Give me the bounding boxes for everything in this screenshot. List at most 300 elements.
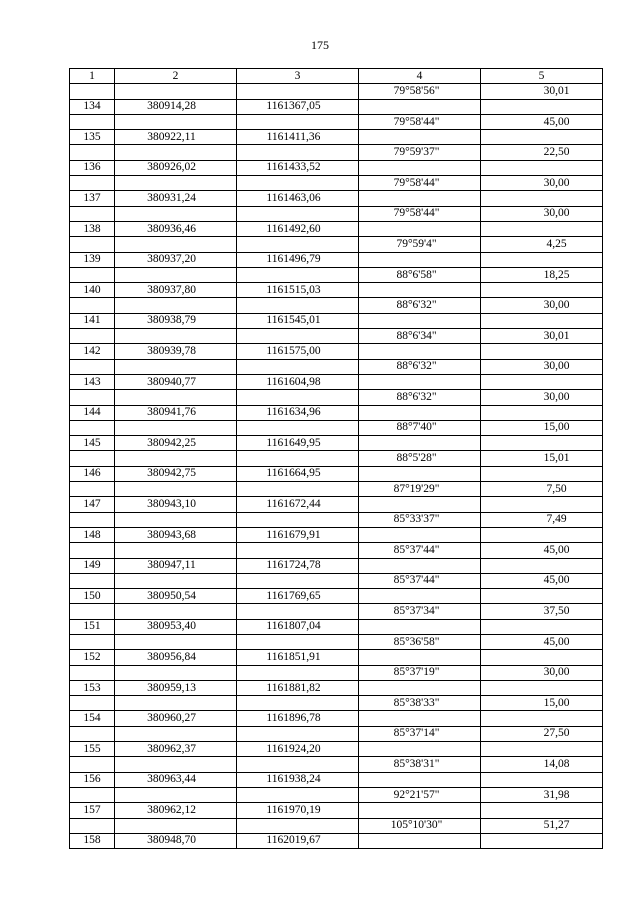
point-y: 1161463,06	[237, 191, 359, 206]
point-number: 139	[70, 252, 115, 267]
point-row	[70, 191, 603, 206]
point-empty-cell	[481, 497, 603, 512]
point-number: 151	[70, 619, 115, 634]
segment-row	[70, 634, 603, 649]
point-empty-cell	[359, 680, 481, 695]
segment-empty-cell	[115, 237, 237, 252]
segment-empty-cell	[237, 604, 359, 619]
segment-angle: 88°6'32"	[359, 298, 481, 313]
segment-angle: 79°59'4"	[359, 237, 481, 252]
point-x: 380947,11	[115, 558, 237, 573]
point-number: 148	[70, 527, 115, 542]
point-y: 1161367,05	[237, 99, 359, 114]
point-number: 152	[70, 650, 115, 665]
point-empty-cell	[481, 130, 603, 145]
segment-empty-cell	[115, 206, 237, 221]
segment-empty-cell	[237, 145, 359, 160]
point-y: 1161769,65	[237, 589, 359, 604]
point-row	[70, 558, 603, 573]
point-x: 380962,12	[115, 803, 237, 818]
segment-row	[70, 482, 603, 497]
point-empty-cell	[359, 221, 481, 236]
point-x: 380931,24	[115, 191, 237, 206]
point-x: 380942,75	[115, 466, 237, 481]
point-number: 155	[70, 742, 115, 757]
segment-row	[70, 573, 603, 588]
point-empty-cell	[481, 803, 603, 818]
point-number: 150	[70, 589, 115, 604]
segment-empty-cell	[237, 267, 359, 282]
segment-angle: 92°21'57"	[359, 787, 481, 802]
segment-distance: 27,50	[481, 726, 603, 741]
segment-row	[70, 543, 603, 558]
segment-angle: 79°58'56"	[359, 84, 481, 99]
point-y: 1161545,01	[237, 313, 359, 328]
segment-row	[70, 604, 603, 619]
segment-empty-cell	[237, 726, 359, 741]
table-header-row	[70, 69, 603, 84]
point-y: 1161724,78	[237, 558, 359, 573]
segment-distance: 30,00	[481, 359, 603, 374]
point-row	[70, 772, 603, 787]
segment-row	[70, 329, 603, 344]
segment-distance: 51,27	[481, 818, 603, 833]
segment-distance: 45,00	[481, 634, 603, 649]
point-row	[70, 252, 603, 267]
point-y: 1161924,20	[237, 742, 359, 757]
segment-distance: 30,00	[481, 665, 603, 680]
point-number: 138	[70, 221, 115, 236]
segment-distance: 30,01	[481, 329, 603, 344]
segment-empty-cell	[237, 787, 359, 802]
point-x: 380943,10	[115, 497, 237, 512]
point-x: 380960,27	[115, 711, 237, 726]
point-x: 380956,84	[115, 650, 237, 665]
point-x: 380950,54	[115, 589, 237, 604]
point-empty-cell	[481, 558, 603, 573]
point-number: 153	[70, 680, 115, 695]
point-row	[70, 405, 603, 420]
segment-empty-cell	[237, 390, 359, 405]
segment-angle: 79°58'44"	[359, 206, 481, 221]
segment-empty-cell	[115, 604, 237, 619]
point-number: 136	[70, 160, 115, 175]
point-empty-cell	[481, 191, 603, 206]
segment-empty-cell	[115, 176, 237, 191]
point-row	[70, 221, 603, 236]
segment-empty-cell	[115, 390, 237, 405]
segment-empty-cell	[70, 84, 115, 99]
column-header-5: 5	[481, 69, 603, 84]
segment-distance: 22,50	[481, 145, 603, 160]
point-number: 149	[70, 558, 115, 573]
segment-distance: 30,00	[481, 298, 603, 313]
segment-row	[70, 726, 603, 741]
segment-empty-cell	[70, 176, 115, 191]
point-number: 145	[70, 436, 115, 451]
point-empty-cell	[359, 558, 481, 573]
segment-empty-cell	[237, 665, 359, 680]
segment-empty-cell	[237, 573, 359, 588]
segment-row	[70, 512, 603, 527]
point-row	[70, 374, 603, 389]
segment-angle: 85°37'19"	[359, 665, 481, 680]
segment-angle: 79°58'44"	[359, 114, 481, 129]
point-x: 380922,11	[115, 130, 237, 145]
segment-distance: 30,00	[481, 206, 603, 221]
segment-empty-cell	[115, 696, 237, 711]
segment-distance: 31,98	[481, 787, 603, 802]
segment-angle: 85°37'14"	[359, 726, 481, 741]
segment-empty-cell	[115, 329, 237, 344]
segment-angle: 79°58'44"	[359, 176, 481, 191]
segment-empty-cell	[115, 359, 237, 374]
segment-empty-cell	[70, 665, 115, 680]
segment-row	[70, 757, 603, 772]
point-y: 1161575,00	[237, 344, 359, 359]
segment-empty-cell	[70, 818, 115, 833]
point-x: 380939,78	[115, 344, 237, 359]
segment-empty-cell	[237, 114, 359, 129]
point-empty-cell	[481, 589, 603, 604]
column-header-2: 2	[115, 69, 237, 84]
segment-row	[70, 665, 603, 680]
point-empty-cell	[481, 313, 603, 328]
point-x: 380938,79	[115, 313, 237, 328]
point-y: 1161807,04	[237, 619, 359, 634]
point-empty-cell	[359, 527, 481, 542]
point-empty-cell	[359, 252, 481, 267]
segment-distance: 15,00	[481, 420, 603, 435]
point-y: 1161411,36	[237, 130, 359, 145]
point-x: 380941,76	[115, 405, 237, 420]
point-number: 157	[70, 803, 115, 818]
point-y: 1161851,91	[237, 650, 359, 665]
point-empty-cell	[359, 833, 481, 848]
point-empty-cell	[359, 313, 481, 328]
point-empty-cell	[359, 436, 481, 451]
segment-empty-cell	[115, 634, 237, 649]
point-row	[70, 833, 603, 848]
point-row	[70, 803, 603, 818]
segment-distance: 14,08	[481, 757, 603, 772]
point-empty-cell	[481, 405, 603, 420]
point-empty-cell	[481, 742, 603, 757]
point-y: 1161679,91	[237, 527, 359, 542]
segment-row	[70, 298, 603, 313]
point-empty-cell	[359, 130, 481, 145]
segment-empty-cell	[115, 665, 237, 680]
segment-row	[70, 267, 603, 282]
segment-row	[70, 787, 603, 802]
segment-empty-cell	[70, 573, 115, 588]
segment-distance: 45,00	[481, 543, 603, 558]
segment-angle: 85°37'44"	[359, 543, 481, 558]
segment-distance: 18,25	[481, 267, 603, 282]
segment-empty-cell	[115, 420, 237, 435]
point-y: 1161881,82	[237, 680, 359, 695]
column-header-3: 3	[237, 69, 359, 84]
segment-empty-cell	[70, 298, 115, 313]
segment-empty-cell	[70, 512, 115, 527]
segment-angle: 88°6'32"	[359, 390, 481, 405]
segment-row	[70, 84, 603, 99]
point-empty-cell	[359, 466, 481, 481]
page-number: 175	[311, 38, 329, 52]
segment-empty-cell	[237, 359, 359, 374]
segment-angle: 87°19'29"	[359, 482, 481, 497]
segment-row	[70, 206, 603, 221]
point-empty-cell	[481, 772, 603, 787]
segment-empty-cell	[115, 267, 237, 282]
segment-empty-cell	[70, 787, 115, 802]
segment-row	[70, 420, 603, 435]
segment-row	[70, 359, 603, 374]
point-empty-cell	[359, 405, 481, 420]
segment-distance: 7,49	[481, 512, 603, 527]
point-empty-cell	[359, 99, 481, 114]
point-empty-cell	[359, 191, 481, 206]
segment-angle: 85°37'44"	[359, 573, 481, 588]
point-empty-cell	[359, 374, 481, 389]
segment-empty-cell	[237, 543, 359, 558]
point-row	[70, 313, 603, 328]
segment-distance: 37,50	[481, 604, 603, 619]
segment-row	[70, 176, 603, 191]
segment-distance: 30,00	[481, 390, 603, 405]
point-number: 141	[70, 313, 115, 328]
point-empty-cell	[481, 221, 603, 236]
point-number: 137	[70, 191, 115, 206]
point-number: 154	[70, 711, 115, 726]
point-x: 380959,13	[115, 680, 237, 695]
segment-empty-cell	[237, 512, 359, 527]
segment-row	[70, 390, 603, 405]
point-number: 134	[70, 99, 115, 114]
point-empty-cell	[481, 160, 603, 175]
point-row	[70, 160, 603, 175]
point-row	[70, 589, 603, 604]
segment-empty-cell	[115, 482, 237, 497]
point-x: 380926,02	[115, 160, 237, 175]
point-row	[70, 527, 603, 542]
segment-empty-cell	[237, 818, 359, 833]
column-header-4: 4	[359, 69, 481, 84]
segment-empty-cell	[115, 298, 237, 313]
point-empty-cell	[359, 160, 481, 175]
segment-angle: 85°38'31"	[359, 757, 481, 772]
segment-distance: 15,00	[481, 696, 603, 711]
point-empty-cell	[481, 344, 603, 359]
segment-empty-cell	[115, 543, 237, 558]
point-x: 380953,40	[115, 619, 237, 634]
point-empty-cell	[359, 772, 481, 787]
point-row	[70, 619, 603, 634]
segment-angle: 88°6'58"	[359, 267, 481, 282]
segment-empty-cell	[237, 634, 359, 649]
segment-distance: 30,01	[481, 84, 603, 99]
segment-empty-cell	[70, 604, 115, 619]
point-x: 380940,77	[115, 374, 237, 389]
point-number: 135	[70, 130, 115, 145]
segment-angle: 79°59'37"	[359, 145, 481, 160]
segment-empty-cell	[70, 420, 115, 435]
segment-angle: 85°36'58"	[359, 634, 481, 649]
point-empty-cell	[359, 619, 481, 634]
segment-row	[70, 114, 603, 129]
point-empty-cell	[359, 803, 481, 818]
point-y: 1161649,95	[237, 436, 359, 451]
point-y: 1161896,78	[237, 711, 359, 726]
segment-angle: 88°5'28"	[359, 451, 481, 466]
segment-empty-cell	[237, 206, 359, 221]
segment-row	[70, 818, 603, 833]
point-row	[70, 680, 603, 695]
segment-empty-cell	[70, 482, 115, 497]
point-y: 1161515,03	[237, 283, 359, 298]
segment-empty-cell	[70, 451, 115, 466]
segment-empty-cell	[237, 757, 359, 772]
segment-empty-cell	[115, 757, 237, 772]
point-x: 380914,28	[115, 99, 237, 114]
point-y: 1161433,52	[237, 160, 359, 175]
point-empty-cell	[481, 619, 603, 634]
point-empty-cell	[481, 374, 603, 389]
table-body	[70, 84, 603, 849]
point-empty-cell	[481, 680, 603, 695]
segment-angle: 88°6'34"	[359, 329, 481, 344]
segment-empty-cell	[70, 145, 115, 160]
point-x: 380948,70	[115, 833, 237, 848]
point-empty-cell	[359, 344, 481, 359]
segment-empty-cell	[70, 696, 115, 711]
segment-empty-cell	[70, 114, 115, 129]
segment-empty-cell	[237, 482, 359, 497]
segment-empty-cell	[70, 329, 115, 344]
point-row	[70, 742, 603, 757]
point-number: 158	[70, 833, 115, 848]
point-row	[70, 466, 603, 481]
segment-empty-cell	[115, 114, 237, 129]
point-empty-cell	[481, 466, 603, 481]
segment-row	[70, 237, 603, 252]
point-empty-cell	[481, 436, 603, 451]
coordinates-table	[69, 68, 603, 849]
point-empty-cell	[359, 711, 481, 726]
point-empty-cell	[359, 742, 481, 757]
segment-angle: 85°33'37"	[359, 512, 481, 527]
point-row	[70, 436, 603, 451]
segment-distance: 45,00	[481, 114, 603, 129]
segment-empty-cell	[237, 84, 359, 99]
point-y: 1161492,60	[237, 221, 359, 236]
point-empty-cell	[359, 650, 481, 665]
point-empty-cell	[481, 283, 603, 298]
segment-empty-cell	[70, 359, 115, 374]
segment-angle: 85°38'33"	[359, 696, 481, 711]
point-number: 144	[70, 405, 115, 420]
segment-angle: 88°7'40"	[359, 420, 481, 435]
segment-empty-cell	[70, 390, 115, 405]
segment-empty-cell	[70, 206, 115, 221]
point-x: 380937,20	[115, 252, 237, 267]
point-row	[70, 711, 603, 726]
segment-row	[70, 145, 603, 160]
point-y: 1161672,44	[237, 497, 359, 512]
point-x: 380936,46	[115, 221, 237, 236]
point-y: 1161496,79	[237, 252, 359, 267]
segment-distance: 15,01	[481, 451, 603, 466]
segment-empty-cell	[115, 512, 237, 527]
segment-empty-cell	[115, 451, 237, 466]
segment-distance: 7,50	[481, 482, 603, 497]
segment-empty-cell	[237, 451, 359, 466]
segment-distance: 45,00	[481, 573, 603, 588]
point-row	[70, 99, 603, 114]
segment-empty-cell	[115, 84, 237, 99]
segment-angle: 105°10'30"	[359, 818, 481, 833]
point-x: 380942,25	[115, 436, 237, 451]
point-empty-cell	[359, 283, 481, 298]
segment-empty-cell	[115, 818, 237, 833]
segment-empty-cell	[115, 145, 237, 160]
point-empty-cell	[359, 497, 481, 512]
point-number: 140	[70, 283, 115, 298]
segment-empty-cell	[70, 267, 115, 282]
point-empty-cell	[359, 589, 481, 604]
point-y: 1161664,95	[237, 466, 359, 481]
point-empty-cell	[481, 252, 603, 267]
point-y: 1162019,67	[237, 833, 359, 848]
point-row	[70, 130, 603, 145]
segment-empty-cell	[115, 787, 237, 802]
point-number: 146	[70, 466, 115, 481]
point-number: 143	[70, 374, 115, 389]
point-y: 1161604,98	[237, 374, 359, 389]
point-empty-cell	[481, 99, 603, 114]
segment-distance: 4,25	[481, 237, 603, 252]
point-y: 1161938,24	[237, 772, 359, 787]
segment-angle: 88°6'32"	[359, 359, 481, 374]
segment-empty-cell	[70, 543, 115, 558]
segment-empty-cell	[237, 420, 359, 435]
segment-row	[70, 696, 603, 711]
segment-angle: 85°37'34"	[359, 604, 481, 619]
segment-empty-cell	[237, 298, 359, 313]
point-row	[70, 497, 603, 512]
point-empty-cell	[481, 711, 603, 726]
segment-empty-cell	[115, 573, 237, 588]
segment-row	[70, 451, 603, 466]
segment-empty-cell	[237, 237, 359, 252]
point-row	[70, 283, 603, 298]
point-y: 1161634,96	[237, 405, 359, 420]
segment-empty-cell	[70, 726, 115, 741]
point-number: 142	[70, 344, 115, 359]
segment-empty-cell	[237, 176, 359, 191]
point-x: 380937,80	[115, 283, 237, 298]
segment-empty-cell	[237, 329, 359, 344]
point-row	[70, 344, 603, 359]
segment-distance: 30,00	[481, 176, 603, 191]
point-row	[70, 650, 603, 665]
point-empty-cell	[481, 833, 603, 848]
point-x: 380943,68	[115, 527, 237, 542]
point-x: 380963,44	[115, 772, 237, 787]
point-x: 380962,37	[115, 742, 237, 757]
segment-empty-cell	[70, 634, 115, 649]
point-y: 1161970,19	[237, 803, 359, 818]
